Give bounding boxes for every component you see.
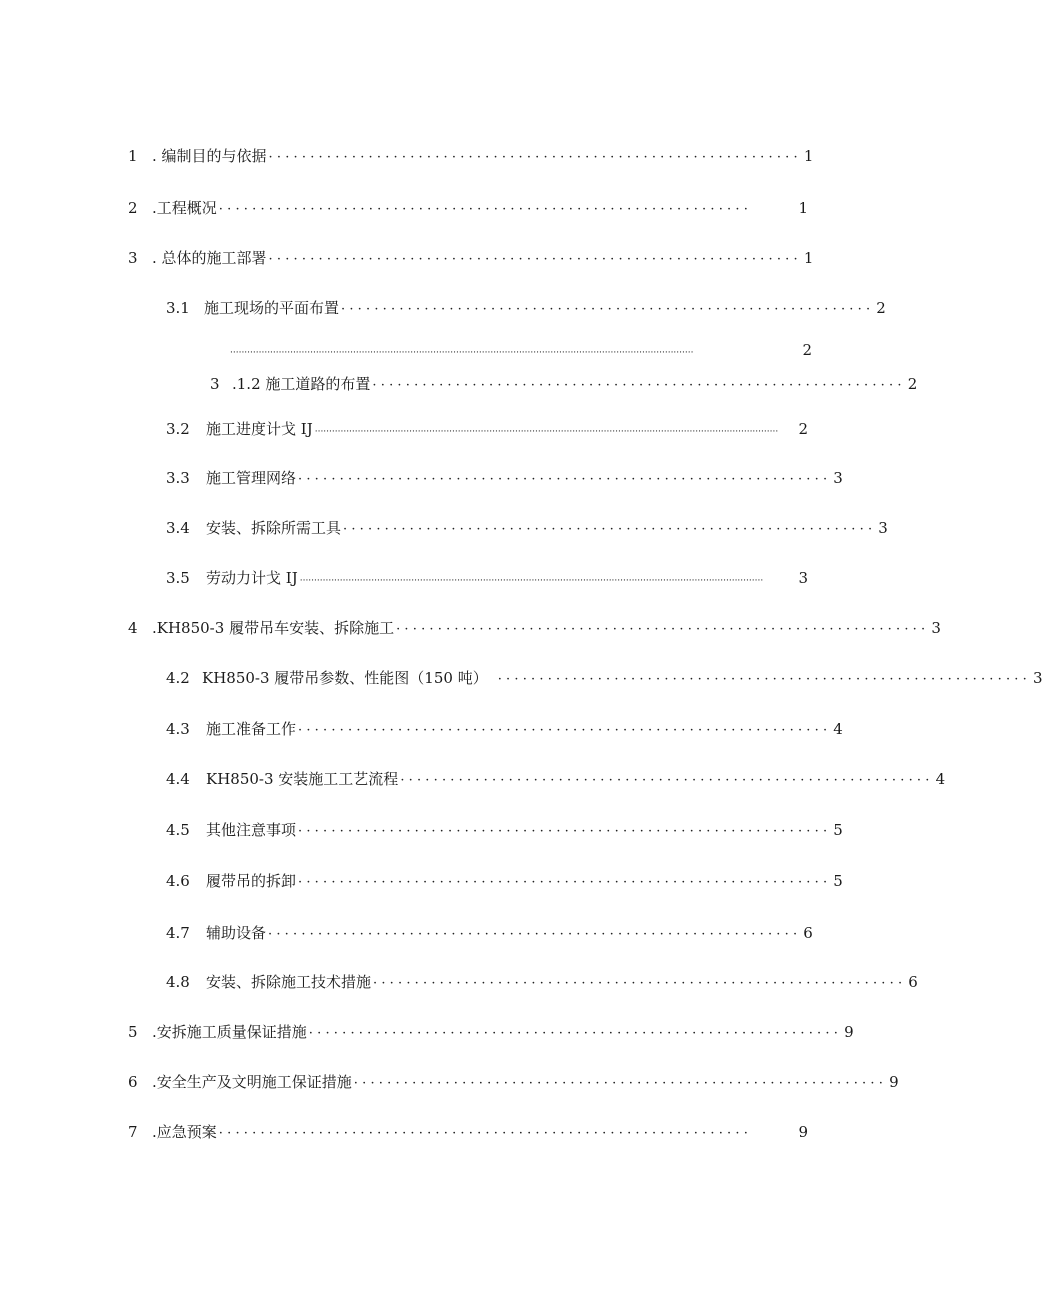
dot-leader: ·································································································································································· [314, 427, 779, 437]
toc-entry-title: .应急预案 [152, 1123, 217, 1141]
toc-entry-title: .安全生产及文明施工保证措施 [152, 1073, 352, 1091]
toc-entry-title: 劳动力计戈 IJ [206, 569, 298, 587]
toc-entry-title: .安拆施工质量保证措施 [152, 1023, 307, 1041]
dot-leader: ································································ [396, 622, 930, 637]
toc-entry-number: 4.6 [166, 872, 190, 890]
toc-entry-4-2[interactable] [166, 667, 1043, 689]
toc-entry-3-4[interactable] [166, 517, 888, 539]
toc-entry-page: 9 [889, 1073, 899, 1091]
toc-entry-6[interactable] [128, 1071, 899, 1093]
toc-entry-page: 3 [931, 619, 941, 637]
toc-entry-title: .工程概况 [152, 199, 217, 217]
toc-entry-page: 9 [798, 1123, 808, 1141]
toc-entry-title: .1.2 施工道路的布置 [232, 375, 371, 393]
toc-entry-title: 安装、拆除施工技术措施 [206, 973, 372, 991]
toc-entry-page: 5 [833, 872, 843, 890]
toc-entry-page: 3 [798, 569, 808, 587]
toc-entry-blank[interactable] [228, 339, 812, 361]
dot-leader: ································································ [353, 1076, 888, 1091]
toc-entry-title: 施工进度计戈 IJ [206, 420, 313, 438]
toc-entry-page: 4 [833, 720, 843, 738]
toc-entry-number: 3.5 [166, 569, 190, 587]
toc-entry-title: . 总体的施工部署 [152, 249, 267, 267]
toc-entry-page: 1 [803, 249, 814, 267]
toc-entry-title: 其他注意事项 [206, 821, 297, 839]
toc-entry-title: 履带吊的拆卸 [206, 872, 297, 890]
toc-entry-4[interactable] [128, 617, 941, 639]
toc-entry-number: 3 [128, 249, 138, 267]
dot-leader: ································································ [400, 773, 934, 788]
toc-entry-3[interactable] [128, 247, 814, 269]
toc-entry-page: 4 [935, 770, 946, 788]
dot-leader: ································································ [341, 302, 875, 317]
toc-entry-number: 7 [128, 1123, 138, 1141]
toc-entry-number: 4 [128, 619, 138, 637]
toc-entry-title: 辅助设备 [206, 924, 267, 942]
toc-entry-1[interactable] [128, 145, 814, 167]
dot-leader: ································································ [298, 723, 832, 738]
dot-leader: ································································ [343, 522, 877, 537]
toc-entry-3-5[interactable] [166, 567, 808, 589]
toc-entry-number: 4.7 [166, 924, 190, 942]
toc-entry-page: 5 [833, 821, 843, 839]
toc-entry-title: 施工管理网络 [206, 469, 297, 487]
toc-entry-page: 1 [803, 147, 814, 165]
toc-entry-number: 4.4 [166, 770, 190, 788]
toc-entry-5[interactable] [128, 1021, 854, 1043]
toc-entry-page: 3 [878, 519, 888, 537]
toc-entry-page: 2 [802, 341, 812, 359]
dot-leader: ································································ [268, 252, 802, 267]
dot-leader: ································································ [298, 824, 832, 839]
dot-leader: ································································ [372, 378, 906, 393]
toc-entry-page: 2 [798, 420, 808, 438]
toc-entry-number: 3.1 [166, 299, 190, 317]
toc-entry-number: 3.3 [166, 469, 190, 487]
toc-entry-page: 6 [908, 973, 918, 991]
toc-entry-7[interactable] [128, 1121, 808, 1143]
toc-entry-number: 3.4 [166, 519, 190, 537]
toc-entry-page: 3 [1032, 669, 1043, 687]
toc-entry-number: 3 [210, 375, 220, 393]
toc-entry-page: 9 [844, 1023, 854, 1041]
toc-entry-3-1-2[interactable] [210, 373, 918, 395]
dot-leader: ································································ [298, 472, 832, 487]
toc-entry-number: 3.2 [166, 420, 190, 438]
toc-entry-title: 施工准备工作 [206, 720, 297, 738]
toc-entry-title: . 编制目的与依据 [152, 147, 267, 165]
dot-leader: ································································ [497, 672, 1031, 687]
toc-entry-4-8[interactable] [166, 971, 918, 993]
toc-entry-page: 2 [876, 299, 886, 317]
toc-entry-title: KH850-3 履带吊参数、性能图（150 吨） [202, 669, 488, 687]
toc-entry-page: 1 [798, 199, 808, 217]
dot-leader: ·································································································································································· [299, 576, 764, 586]
toc-entry-title: .KH850-3 履带吊车安装、拆除施工 [152, 619, 395, 637]
dot-leader: ································································ [268, 150, 802, 165]
toc-entry-number: 1 [128, 147, 138, 165]
dot-leader: ································································ [218, 202, 753, 217]
toc-entry-4-4[interactable] [166, 768, 946, 790]
toc-entry-page: 6 [803, 924, 813, 942]
toc-entry-title: KH850-3 安装施工工艺流程 [206, 770, 399, 788]
toc-entry-number: 5 [128, 1023, 138, 1041]
toc-entry-4-7[interactable] [166, 922, 813, 944]
toc-entry-number: 4.3 [166, 720, 190, 738]
toc-entry-3-1[interactable] [166, 297, 886, 319]
dot-leader: ································································ [298, 875, 832, 890]
toc-entry-number: 4.5 [166, 821, 190, 839]
toc-entry-3-2[interactable] [166, 418, 808, 440]
toc-entry-number: 6 [128, 1073, 138, 1091]
dot-leader: ································································ [373, 976, 907, 991]
toc-entry-title: 安装、拆除所需工具 [206, 519, 342, 537]
toc-entry-4-3[interactable] [166, 718, 843, 740]
toc-entry-page: 2 [907, 375, 918, 393]
toc-entry-4-5[interactable] [166, 819, 843, 841]
dot-leader: ·································································································································································· [230, 348, 694, 358]
toc-entry-title: 施工现场的平面布置 [204, 299, 340, 317]
toc-entry-number: 4.2 [166, 669, 190, 687]
toc-entry-number: 2 [128, 199, 138, 217]
dot-leader: ································································ [308, 1026, 843, 1041]
toc-entry-number: 4.8 [166, 973, 190, 991]
toc-entry-3-3[interactable] [166, 467, 843, 489]
dot-leader: ································································ [218, 1126, 753, 1141]
toc-entry-page: 3 [833, 469, 843, 487]
toc-entry-4-6[interactable] [166, 870, 843, 892]
toc-entry-2[interactable] [128, 197, 808, 219]
dot-leader: ································································ [268, 927, 802, 942]
